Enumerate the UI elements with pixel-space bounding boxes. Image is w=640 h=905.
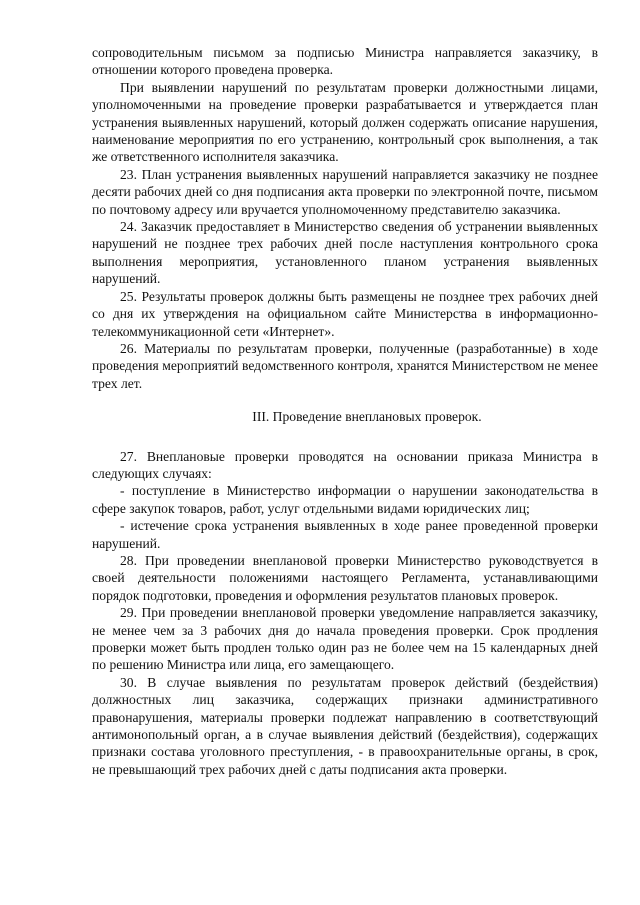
paragraph-intro: сопроводительным письмом за подписью Министра направляется заказчику, в отношении которого проведена проверка. — [92, 45, 598, 78]
paragraph-26: 26. Материалы по результатам проверки, полученные (разработанные) в ходе проведения мероприятий ведомственного контроля, хранятся Министерством не менее трех лет. — [92, 340, 598, 391]
list-item-2: - истечение срока устранения выявленных в ходе ранее проведенной проверки нарушений. — [92, 518, 598, 551]
paragraph-29: 29. При проведении внеплановой проверки уведомление направляется заказчику, не менее чем за 3 рабочих дня до начала проведения проверки. Срок продления проверки может быть продлен только один раз не более чем на 15 календарных дней по решению Министра или лица, его замещающего. — [92, 605, 598, 673]
list-item-1: - поступление в Министерство информации о нарушении законодательства в сфере закупок товаров, работ, услуг отдельными видами юридических лиц; — [92, 483, 598, 516]
paragraph-25: 25. Результаты проверок должны быть размещены не позднее трех рабочих дней со дня их утверждения на официальном сайте Министерства в информационно-телекоммуникационной сети «Интернет». — [92, 288, 598, 339]
paragraph-28: 28. При проведении внеплановой проверки Министерство руководствуется в своей деятельности положениями настоящего Регламента, устанавливающими порядок подготовки, проведения и оформления результатов плановых проверок. — [92, 552, 598, 603]
paragraph-24: 24. Заказчик предоставляет в Министерство сведения об устранении выявленных нарушений не позднее трех рабочих дней после наступления контрольного срока выполнения мероприятия, установленного планом устранения выявленных нарушений. — [92, 219, 598, 287]
paragraph-23: 23. План устранения выявленных нарушений направляется заказчику не позднее десяти рабочих дней со дня подписания акта проверки по электронной почте, письмом по почтовому адресу или вручается уполномоченному представителю заказчика. — [92, 166, 598, 217]
paragraph-30: 30. В случае выявления по результатам проверок действий (бездействия) должностных лиц заказчика, содержащих признаки административного правонарушения, материалы проверки подлежат направлению в соответствующий антимонопольный орган, а в случае выявления действий (бездействия), содержащих признаки состава уголовного преступления, - в правоохранительные органы, в срок, не превышающий трех рабочих дней с даты подписания акта проверки. — [92, 674, 598, 777]
paragraph-27: 27. Внеплановые проверки проводятся на основании приказа Министра в следующих случаях: — [92, 448, 598, 481]
section-heading: III. Проведение внеплановых проверок. — [252, 409, 482, 425]
paragraph-plan: При выявлении нарушений по результатам проверки должностными лицами, уполномоченными на проведение проверки разрабатывается и утверждается план устранения выявленных нарушений, который должен содержать описание нарушения, наименование мероприятия по его устранению, контрольный срок выполнения, а так же ответственного исполнителя заказчика. — [92, 79, 598, 165]
